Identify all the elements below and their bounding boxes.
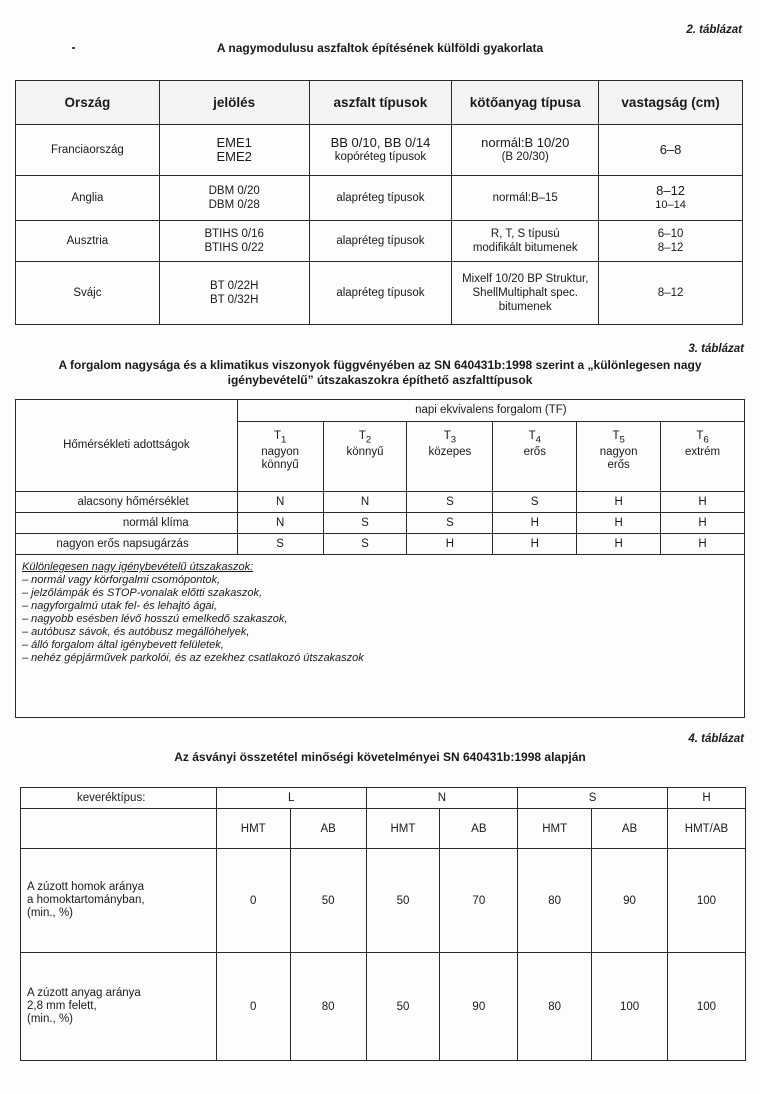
header-designation: jelölés	[159, 81, 309, 125]
note-item: – nehéz gépjárművek parkolói, és az ezekhez csatlakozó útszakaszok	[22, 652, 364, 664]
subheader-cell: AB	[440, 809, 518, 849]
subheader-cell: HMT	[366, 809, 440, 849]
header-thickness: vastagság (cm)	[599, 81, 743, 125]
empty-cell	[21, 809, 217, 849]
binder-cell: normál:B–15	[452, 176, 599, 221]
value-cell: 70	[440, 849, 518, 953]
country-cell: Anglia	[16, 176, 160, 221]
value-cell: S	[493, 492, 577, 513]
group-L: L	[216, 788, 366, 809]
table2-header-row	[16, 81, 743, 125]
value-cell: 90	[440, 953, 518, 1061]
value-cell: 80	[518, 953, 592, 1061]
thickness-cell: 6–10 8–12	[599, 221, 743, 262]
value-cell: 90	[592, 849, 668, 953]
value-cell: H	[661, 492, 745, 513]
table3-title-line2: igénybevételű” útszakaszokra építhető aszfalttípusok	[227, 373, 533, 387]
mix-type-label: keveréktípus:	[21, 788, 217, 809]
value-cell: N	[237, 492, 323, 513]
value-cell: N	[323, 492, 407, 513]
value-cell: 50	[290, 849, 366, 953]
table-row	[16, 262, 743, 325]
value-cell: S	[407, 492, 493, 513]
value-cell: 100	[667, 849, 745, 953]
table4-label: 4. táblázat	[688, 733, 744, 745]
group-H: H	[667, 788, 745, 809]
value-cell: 0	[216, 849, 290, 953]
value-cell: 80	[290, 953, 366, 1061]
note-item: – nagyobb esésben lévő hosszú emelkedő szakaszok,	[22, 613, 288, 625]
subheader-cell: HMT	[216, 809, 290, 849]
thickness-cell: 8–12	[599, 262, 743, 325]
value-cell: 50	[366, 849, 440, 953]
table-row	[16, 492, 745, 513]
value-cell: H	[577, 492, 661, 513]
value-cell: H	[577, 513, 661, 534]
table3-label: 3. táblázat	[688, 343, 744, 355]
table-row	[16, 176, 743, 221]
table-row	[16, 534, 745, 555]
note-item: – normál vagy körforgalmi csomópontok,	[22, 574, 221, 586]
note-item: – álló forgalom által igénybevett felületek,	[22, 639, 224, 651]
header-binder-type: kötőanyag típusa	[452, 81, 599, 125]
row-label: A zúzott anyag aránya 2,8 mm felett, (min., %)	[21, 953, 217, 1061]
binder-cell: normál:B 10/20 (B 20/30)	[452, 125, 599, 176]
table4-title: Az ásványi összetétel minőségi követelményei SN 640431b:1998 alapján	[174, 750, 586, 764]
header-asphalt-types: aszfalt típusok	[309, 81, 452, 125]
value-cell: S	[407, 513, 493, 534]
types-cell: alapréteg típusok	[309, 262, 452, 325]
value-cell: S	[237, 534, 323, 555]
subheader-cell: AB	[290, 809, 366, 849]
traffic-class-t2: $T_2$ könnyű	[323, 422, 407, 492]
traffic-class-t3: $T_3$ közepes	[407, 422, 493, 492]
value-cell: H	[407, 534, 493, 555]
value-cell: 100	[592, 953, 668, 1061]
table3-title-line1: A forgalom nagysága és a klimatikus viszonyok függvényében az SN 640431b:1998 szerint a „különlegesen nagy	[58, 358, 702, 372]
value-cell: 50	[366, 953, 440, 1061]
table-row	[16, 125, 743, 176]
binder-cell: R, T, S típusú modifikált bitumenek	[452, 221, 599, 262]
traffic-class-t6: $T_6$ extrém	[661, 422, 745, 492]
designation-cell: BT 0/22H BT 0/32H	[159, 262, 309, 325]
temperature-header: Hőmérsékleti adottságok	[16, 400, 238, 492]
table-row	[16, 221, 743, 262]
table2-label: 2. táblázat	[686, 24, 742, 36]
group-S: S	[518, 788, 668, 809]
value-cell: S	[323, 534, 407, 555]
designation-cell: EME1 EME2	[159, 125, 309, 176]
value-cell: H	[493, 513, 577, 534]
subheader-row	[21, 809, 746, 849]
notes-heading: Különlegesen nagy igénybevételű útszakaszok:	[22, 561, 254, 573]
value-cell: H	[661, 534, 745, 555]
value-cell: 80	[518, 849, 592, 953]
traffic-class-t5: $T_5$ nagyon erős	[577, 422, 661, 492]
value-cell: 0	[216, 953, 290, 1061]
value-cell: H	[661, 513, 745, 534]
note-item: – autóbusz sávok, és autóbusz megállóhelyek,	[22, 626, 250, 638]
designation-cell: DBM 0/20 DBM 0/28	[159, 176, 309, 221]
row-label: A zúzott homok aránya a homoktartományban, (min., %)	[21, 849, 217, 953]
types-cell: alapréteg típusok	[309, 176, 452, 221]
foreign-practice-table	[15, 80, 743, 325]
notes-row	[16, 555, 745, 718]
designation-cell: BTIHS 0/16 BTIHS 0/22	[159, 221, 309, 262]
country-cell: Franciaország	[16, 125, 160, 176]
climate-row-label: nagyon erős napsugárzás	[16, 534, 238, 555]
traffic-group-header: napi ekvivalens forgalom (TF)	[237, 400, 744, 422]
climate-row-label: normál klíma	[16, 513, 238, 534]
value-cell: 100	[667, 953, 745, 1061]
value-cell: N	[237, 513, 323, 534]
notes-cell	[16, 555, 745, 718]
types-cell: BB 0/10, BB 0/14 kopóréteg típusok	[309, 125, 452, 176]
mix-type-row	[21, 788, 746, 809]
country-cell: Ausztria	[16, 221, 160, 262]
table2-title: A nagymodulusu aszfaltok építésének külföldi gyakorlata	[216, 41, 544, 55]
table3-group-row	[16, 400, 745, 422]
subheader-cell: HMT/AB	[667, 809, 745, 849]
value-cell: S	[323, 513, 407, 534]
types-cell: alapréteg típusok	[309, 221, 452, 262]
mineral-composition-table	[20, 787, 746, 1061]
table-row	[21, 953, 746, 1061]
subheader-cell: HMT	[518, 809, 592, 849]
value-cell: H	[493, 534, 577, 555]
traffic-class-t1: $T_1$ nagyon könnyű	[237, 422, 323, 492]
country-cell: Svájc	[16, 262, 160, 325]
traffic-climate-table	[15, 399, 745, 718]
climate-row-label: alacsony hőmérséklet	[16, 492, 238, 513]
group-N: N	[366, 788, 518, 809]
table-row	[21, 849, 746, 953]
subheader-cell: AB	[592, 809, 668, 849]
note-item: – nagyforgalmú utak fel- és lehajtó ágai,	[22, 600, 218, 612]
value-cell: H	[577, 534, 661, 555]
thickness-cell: 6–8	[599, 125, 743, 176]
table-row	[16, 513, 745, 534]
thickness-cell: 8–12 10–14	[599, 176, 743, 221]
binder-cell: Mixelf 10/20 BP Struktur, ShellMultiphalt spec. bitumenek	[452, 262, 599, 325]
traffic-class-t4: $T_4$ erős	[493, 422, 577, 492]
note-item: – jelzőlámpák és STOP-vonalak előtti szakaszok,	[22, 587, 263, 599]
header-country: Ország	[16, 81, 160, 125]
